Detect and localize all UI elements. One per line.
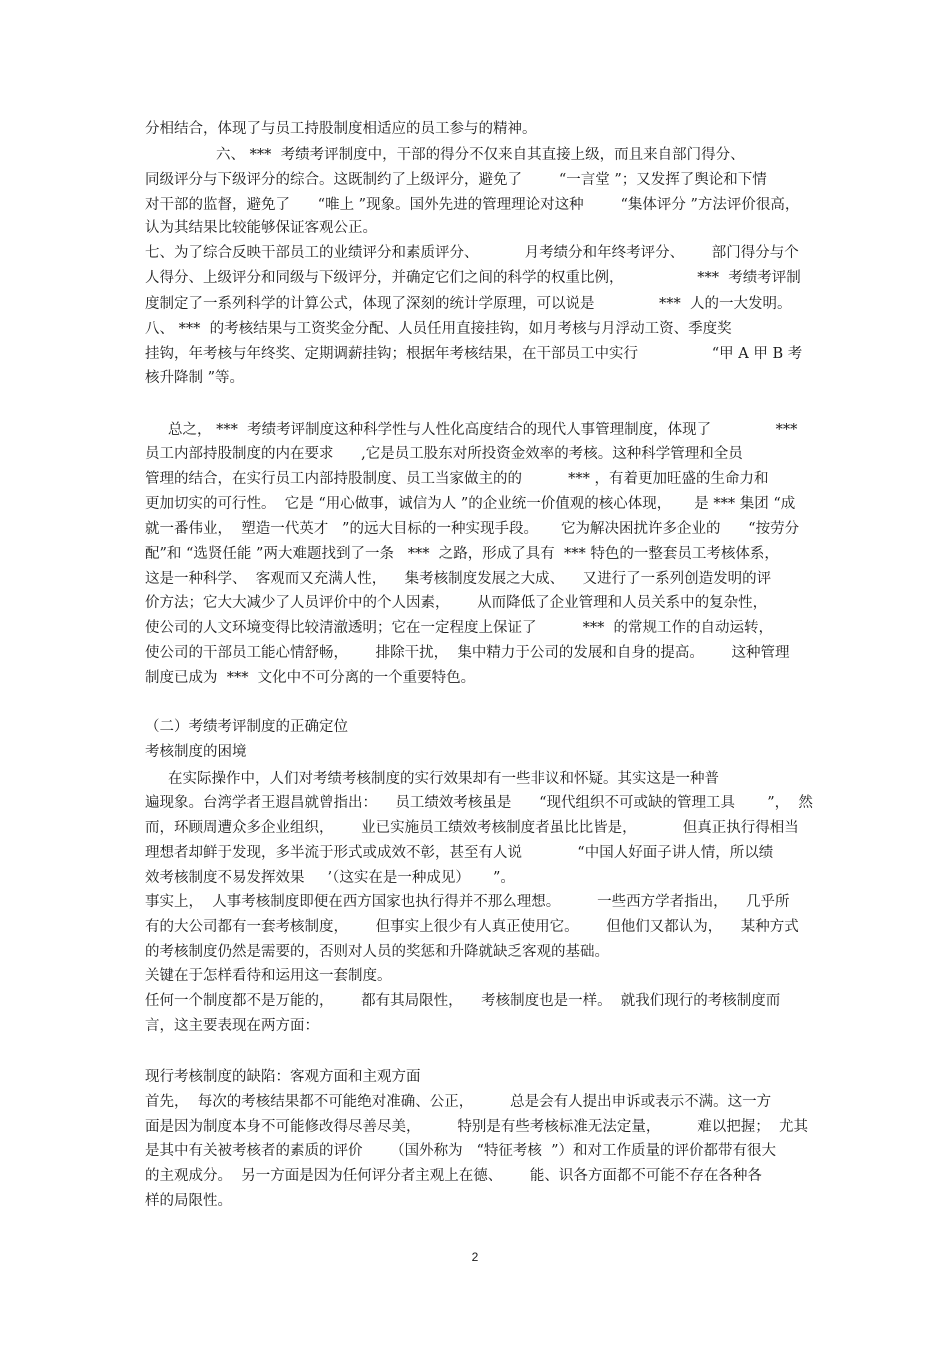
text-line: 的考核制度仍然是需要的，否则对人员的奖惩和升降就缺乏客观的基础。 (145, 944, 609, 960)
text-line: 八、 *** 的考核结果与工资奖金分配、人员任用直接挂钩，如月考核与月浮动工资、季度奖 (145, 321, 732, 337)
text-line: 遍现象。台湾学者王遐昌就曾指出： 员工绩效考核虽是 “现代组织不可或缺的管理工具 ”， 然 (145, 795, 813, 811)
text-line: 效考核制度不易发挥效果 ’（这实在是一种成见） ”。 (145, 870, 515, 886)
text-line: 挂钩，年考核与年终奖、定期调薪挂钩；根据年考核结果，在干部员工中实行 “甲 A 甲 B 考 (145, 346, 803, 362)
text-line: 认为其结果比较能够保证客观公正。 (145, 220, 377, 236)
text-line: 分相结合，体现了与员工持股制度相适应的员工参与的精神。 (145, 121, 537, 137)
text-line: 样的局限性。 (145, 1193, 232, 1209)
text-line: 七、为了综合反映干部员工的业绩评分和素质评分、 月考绩分和年终考评分、 部门得分与个 (145, 245, 799, 261)
text-line: 在实际操作中，人们对考绩考核制度的实行效果却有一些非议和怀疑。其实这是一种普 (168, 771, 719, 787)
text-line: 价方法；它大大减少了人员评价中的个人因素， 从而降低了企业管理和人员关系中的复杂性， (145, 595, 768, 611)
text-line: 就一番伟业， 塑造一代英才 ”的远大目标的一种实现手段。 它为解决困扰许多企业的 “按劳分 (145, 521, 800, 537)
text-line: 总之， *** 考绩考评制度这种科学性与人性化高度结合的现代人事管理制度，体现了 *** (168, 422, 798, 438)
text-line: 人得分、上级评分和同级与下级评分，并确定它们之间的科学的权重比例， *** 考绩考评制 (145, 270, 801, 286)
text-line: 更加切实的可行性。 它是 “用心做事，诚信为人 ”的企业统一价值观的核心体现， 是 *** 集团 “成 (145, 496, 796, 512)
text-line: 事实上， 人事考核制度即便在西方国家也执行得并不那么理想。 一些西方学者指出， 几乎所 (145, 894, 790, 910)
text-line: 有的大公司都有一套考核制度， 但事实上很少有人真正使用它。 但他们又都认为， 某种方式 (145, 919, 799, 935)
section-heading: （二）考绩考评制度的正确定位 (145, 719, 348, 735)
text-line: 言，这主要表现在两方面： (145, 1018, 319, 1034)
text-line: 使公司的干部员工能心情舒畅， 排除干扰， 集中精力于公司的发展和自身的提高。 这种管理 (145, 645, 790, 661)
text-line: 员工内部持股制度的内在要求 ,它是员工股东对所投资金效率的考核。这种科学管理和全员 (145, 446, 743, 462)
text-line: 首先， 每次的考核结果都不可能绝对准确、公正， 总是会有人提出申诉或表示不满。这一方 (145, 1094, 772, 1110)
text-line: 关键在于怎样看待和运用这一套制度。 (145, 968, 392, 984)
text-line: 核升降制 ”等。 (145, 370, 245, 386)
text-line: 六、 *** 考绩考评制度中，干部的得分不仅来自其直接上级，而且来自部门得分、 (216, 147, 745, 163)
text-line: 任何一个制度都不是万能的， 都有其局限性， 考核制度也是一样。 就我们现行的考核制度而 (145, 993, 781, 1009)
text-line: 面是因为制度本身不可能修改得尽善尽美， 特别是有些考核标准无法定量， 难以把握； 尤其 (145, 1119, 808, 1135)
text-line: 度制定了一系列科学的计算公式，体现了深刻的统计学原理，可以说是 *** 人的一大发明。 (145, 296, 792, 312)
text-line: 是其中有关被考核者的素质的评价 （国外称为 “特征考核 ”）和对工作质量的评价都带有很大 (145, 1143, 777, 1159)
text-line: 配”和 “选贤任能 ”两大难题找到了一条 *** 之路，形成了具有 *** 特色的一整套员工考核体系， (145, 546, 779, 562)
text-line: 同级评分与下级评分的综合。这既制约了上级评分，避免了 “一言堂 ”；又发挥了舆论和下情 (145, 172, 767, 188)
text-line: 对干部的监督，避免了 “唯上 ”现象。国外先进的管理理论对这种 “集体评分 ”方法评价很高， (145, 197, 800, 213)
text-line: 理想者却鲜于发现，多半流于形式或成效不彰，甚至有人说 “中国人好面子讲人情，所以绩 (145, 845, 774, 861)
page-number: 2 (471, 1250, 479, 1264)
text-line: 的主观成分。 另一方面是因为任何评分者主观上在德、 能、识各方面都不可能不存在各种各 (145, 1168, 762, 1184)
text-line: 使公司的人文环境变得比较清澈透明；它在一定程度上保证了 *** 的常规工作的自动运转， (145, 620, 774, 636)
text-line: 管理的结合，在实行员工内部持股制度、员工当家做主的的 *** ，有着更加旺盛的生命力和 (145, 471, 769, 487)
subsection-heading: 现行考核制度的缺陷：客观方面和主观方面 (145, 1069, 421, 1085)
subsection-heading: 考核制度的困境 (145, 744, 247, 760)
text-line: 而，环顾周遭众多企业组织， 业已实施员工绩效考核制度者虽比比皆是， 但真正执行得相当 (145, 820, 799, 836)
text-line: 制度已成为 *** 文化中不可分离的一个重要特色。 (145, 670, 476, 686)
text-line: 这是一种科学、 客观而又充满人性， 集考核制度发展之大成、 又进行了一系列创造发明的评 (145, 571, 772, 587)
